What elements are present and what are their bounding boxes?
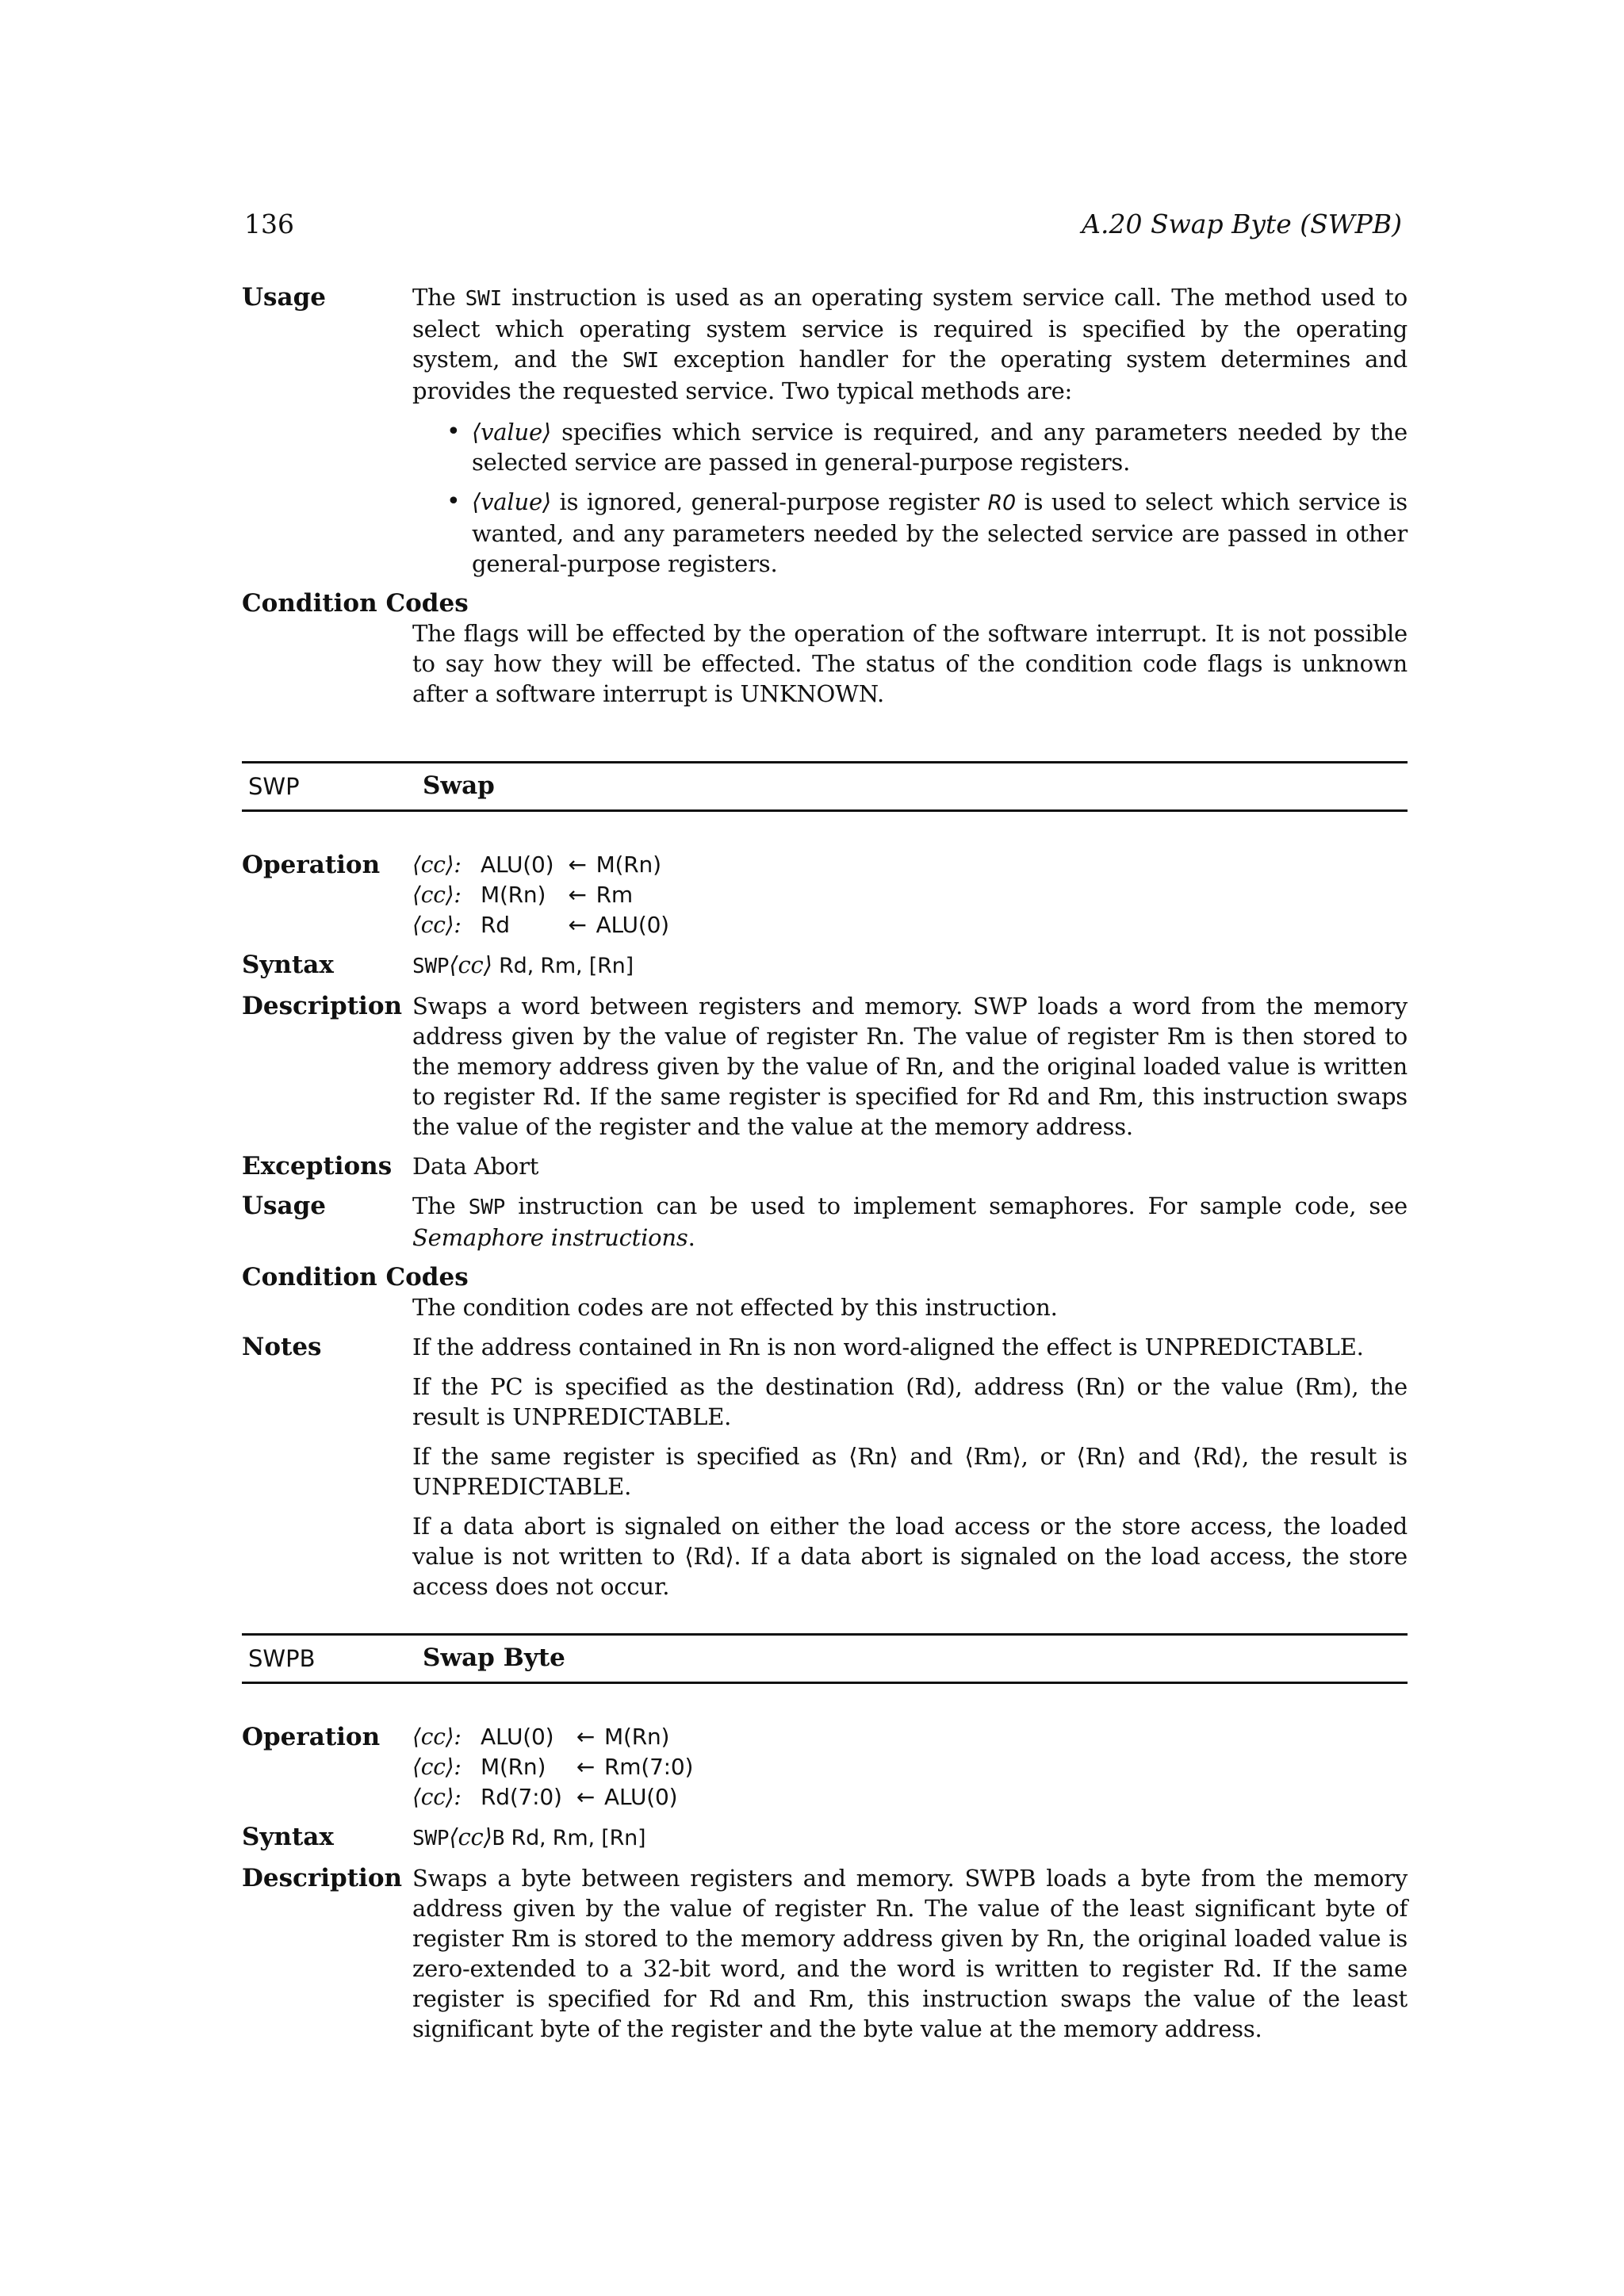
operation-row <box>412 910 674 940</box>
dest: M(Rn) <box>481 1754 546 1780</box>
text: is ignored, general-purpose register <box>551 488 988 515</box>
section-title: A.20 Swap Byte (SWPB) <box>1082 209 1402 239</box>
usage-paragraph <box>412 282 1408 406</box>
page-header <box>244 205 1402 244</box>
syntax-args: Rd, Rm, [Rn] <box>504 1826 646 1850</box>
text: exception handler for the operating system determines and provides the requested service. Two typical methods are: <box>412 346 1408 404</box>
instruction-mnemonic: SWP <box>248 773 300 800</box>
cc: ⟨cc⟩: <box>412 1784 462 1810</box>
usage-body <box>412 282 1408 579</box>
cc: ⟨cc⟩: <box>412 1724 462 1750</box>
swp-heading <box>242 761 1408 812</box>
condition-codes-label: Condition Codes <box>242 589 469 618</box>
code-swp: SWP <box>468 1196 506 1219</box>
swi-usage-section <box>242 282 1408 709</box>
syntax-op: SWP <box>412 955 450 978</box>
operation-table <box>412 1722 698 1812</box>
syntax-args: Rd, Rm, [Rn] <box>492 954 634 978</box>
cc: ⟨cc⟩: <box>412 851 462 878</box>
exceptions-text: Data Abort <box>412 1153 539 1180</box>
instruction-name: Swap <box>423 771 495 800</box>
arrow-icon: ← <box>576 1754 596 1780</box>
operation-body <box>412 1722 1408 1812</box>
description-text: Swaps a word between registers and memory. SWP loads a word from the memory address given by the value of register Rn. The value of register Rm is then stored to the memory address given by the value of Rn, and the original loaded value is written to register Rd. If the same register is specified for Rd and Rm, this instruction swaps the value of the register and the value at the memory address. <box>412 993 1408 1140</box>
description-label: Description <box>242 992 403 1020</box>
dest: ALU(0) <box>481 851 554 878</box>
swpb-heading <box>242 1633 1408 1684</box>
usage-label: Usage <box>242 1192 326 1220</box>
syntax-cc: ⟨cc⟩ <box>449 951 492 978</box>
arrow-icon: ← <box>576 1724 596 1750</box>
note-paragraph: If the same register is specified as ⟨Rn⟩ and ⟨Rm⟩, or ⟨Rn⟩ and ⟨Rd⟩, the result is UNPREDICTABLE. <box>412 1443 1408 1500</box>
code-swi: SWI <box>622 349 660 373</box>
text: is used to select which service is wanted, and any parameters needed by the selected service are passed in other general-purpose registers. <box>472 488 1408 577</box>
description-text: Swaps a byte between registers and memory. SWPB loads a byte from the memory address given by the value of register Rn. The value of the least significant byte of register Rm is stored to the memory address given by Rn, the original loaded value is zero-extended to a 32-bit word, and the word is written to register Rd. If the same register is specified for Rd and Rm, this instruction swaps the value of the least significant byte of the register and the byte value at the memory address. <box>412 1865 1408 2042</box>
operation-table <box>412 850 674 940</box>
swpb-section <box>242 1722 1408 2044</box>
operation-row <box>412 1752 698 1782</box>
value-param: ⟨value⟩ <box>472 419 552 446</box>
register-r0: R0 <box>987 491 1017 515</box>
notes-body <box>412 1332 1408 1601</box>
dest: ALU(0) <box>481 1724 554 1750</box>
operation-body <box>412 850 1408 940</box>
syntax-suffix: B <box>492 1827 505 1850</box>
text: The <box>412 1192 469 1219</box>
exceptions-label: Exceptions <box>242 1152 393 1181</box>
notes-label: Notes <box>242 1333 322 1361</box>
cc: ⟨cc⟩: <box>412 912 462 938</box>
dest: Rd <box>481 912 510 938</box>
syntax-op: SWP <box>412 1827 450 1850</box>
syntax-label: Syntax <box>242 951 334 979</box>
condition-codes-text: The condition codes are not effected by this instruction. <box>412 1294 1058 1321</box>
note-paragraph: If the address contained in Rn is non word-aligned the effect is UNPREDICTABLE. <box>412 1334 1364 1360</box>
operation-row <box>412 1782 698 1812</box>
code-swi: SWI <box>465 287 503 311</box>
cc: ⟨cc⟩: <box>412 1754 462 1780</box>
swp-section <box>242 850 1408 1601</box>
text: instruction is used as an operating system service call. The method used to select which operating system service is required is specified by the operating system, and the <box>412 284 1408 373</box>
list-item <box>472 487 1408 579</box>
arrow-icon: ← <box>568 882 587 908</box>
src: Rm <box>596 882 633 908</box>
text: specifies which service is required, and any parameters needed by the selected service are passed in general-purpose registers. <box>472 419 1408 476</box>
list-item <box>472 417 1408 477</box>
dest: Rd(7:0) <box>481 1784 562 1810</box>
operation-row <box>412 850 674 880</box>
instruction-name: Swap Byte <box>423 1644 565 1672</box>
page-number: 136 <box>244 209 294 239</box>
src: Rm(7:0) <box>604 1754 694 1780</box>
semaphore-reference: Semaphore instructions <box>412 1224 688 1251</box>
operation-label: Operation <box>242 851 381 879</box>
text: . <box>688 1224 695 1251</box>
src: ALU(0) <box>604 1784 678 1810</box>
condition-codes-label: Condition Codes <box>242 1263 469 1292</box>
usage-text <box>412 1191 1408 1253</box>
note-paragraph: If the PC is specified as the destination (Rd), address (Rn) or the value (Rm), the result is UNPREDICTABLE. <box>412 1373 1408 1430</box>
arrow-icon: ← <box>568 912 587 938</box>
condition-codes-text: The flags will be effected by the operation of the software interrupt. It is not possible to say how they will be effected. The status of the condition code flags is unknown after a software interrupt is UNKNOWN. <box>412 620 1408 707</box>
syntax-body <box>412 950 1408 982</box>
operation-row <box>412 880 674 910</box>
instruction-mnemonic: SWPB <box>248 1645 316 1672</box>
src: ALU(0) <box>596 912 669 938</box>
text: The <box>412 284 465 311</box>
description-label: Description <box>242 1864 403 1892</box>
arrow-icon: ← <box>568 851 587 878</box>
usage-label: Usage <box>242 283 326 312</box>
syntax-label: Syntax <box>242 1823 334 1851</box>
syntax-body <box>412 1822 1408 1854</box>
value-param: ⟨value⟩ <box>472 488 552 515</box>
operation-row <box>412 1722 698 1752</box>
operation-label: Operation <box>242 1723 381 1751</box>
src: M(Rn) <box>596 851 661 878</box>
text: instruction can be used to implement semaphores. For sample code, see <box>505 1192 1408 1219</box>
methods-list <box>412 417 1408 579</box>
note-paragraph: If a data abort is signaled on either the load access or the store access, the loaded value is not written to ⟨Rd⟩. If a data abort is signaled on the load access, the store access does not occur. <box>412 1513 1408 1600</box>
src: M(Rn) <box>604 1724 670 1750</box>
syntax-cc: ⟨cc⟩ <box>449 1823 492 1850</box>
arrow-icon: ← <box>576 1784 596 1810</box>
dest: M(Rn) <box>481 882 546 908</box>
cc: ⟨cc⟩: <box>412 882 462 908</box>
